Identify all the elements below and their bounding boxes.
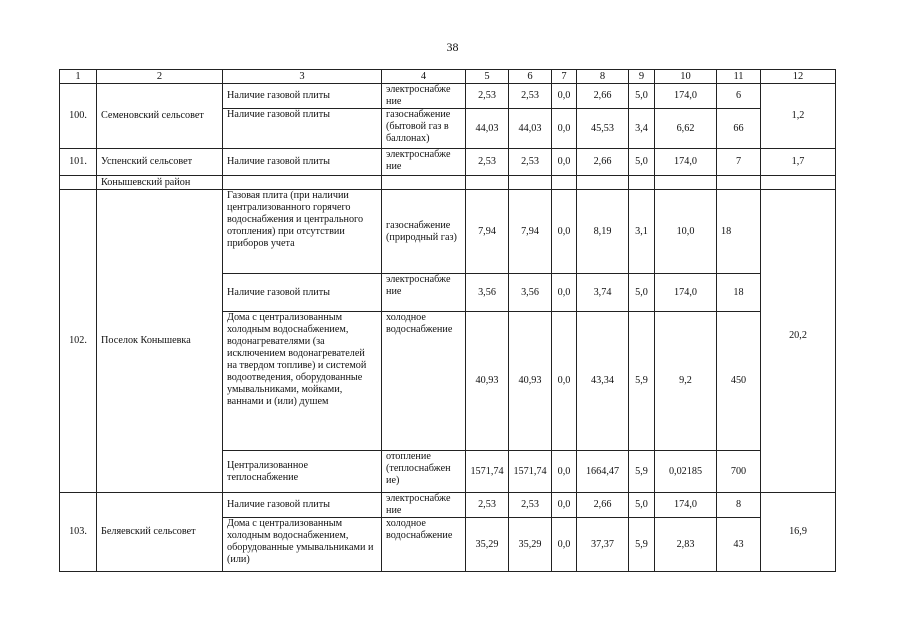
settlement-name: Поселок Конышевка (97, 190, 223, 493)
row-number: 102. (60, 190, 97, 493)
value-cell: 6 (717, 84, 761, 109)
value-cell: 66 (717, 109, 761, 149)
value-cell: 43,34 (577, 312, 629, 451)
value-cell: 0,0 (552, 84, 577, 109)
description-cell: Наличие газовой плиты (223, 493, 382, 518)
empty-cell (655, 176, 717, 190)
value-cell: 174,0 (655, 149, 717, 176)
total-cell: 16,9 (761, 493, 836, 572)
description-cell: Дома с централизованным холодным водоснабжением, оборудованные умывальниками и (или) (223, 518, 382, 572)
value-cell: 5,0 (629, 149, 655, 176)
header-cell: 1 (60, 70, 97, 84)
value-cell: 3,56 (509, 274, 552, 312)
tariff-table (59, 69, 836, 572)
settlement-name: Беляевский сельсовет (97, 493, 223, 572)
empty-cell (629, 176, 655, 190)
empty-cell (60, 176, 97, 190)
header-cell: 6 (509, 70, 552, 84)
value-cell: 0,0 (552, 190, 577, 274)
empty-cell (382, 176, 466, 190)
value-cell: 2,66 (577, 493, 629, 518)
service-cell: холодное водоснабжение (382, 312, 466, 451)
value-cell: 0,0 (552, 149, 577, 176)
value-cell: 0,0 (552, 518, 577, 572)
value-cell: 3,4 (629, 109, 655, 149)
description-cell: Наличие газовой плиты (223, 274, 382, 312)
value-cell: 1571,74 (466, 451, 509, 493)
value-cell: 5,9 (629, 518, 655, 572)
value-cell: 18 (717, 274, 761, 312)
description-cell: Наличие газовой плиты (223, 84, 382, 109)
empty-cell (552, 176, 577, 190)
header-cell: 12 (761, 70, 836, 84)
value-cell: 0,02185 (655, 451, 717, 493)
value-cell: 0,0 (552, 312, 577, 451)
page-number: 38 (446, 40, 459, 54)
district-name: Конышевский район (97, 176, 223, 190)
value-cell: 2,66 (577, 84, 629, 109)
value-cell: 10,0 (655, 190, 717, 274)
value-cell: 45,53 (577, 109, 629, 149)
description-cell: Дома с централизованным холодным водоснабжением, водонагревателями (за исключением водонагревателей на твердом топливе) и системой водоотведения, оборудованные умывальниками, мойками, ваннами и (или) душем (223, 312, 382, 451)
table-row (60, 84, 836, 109)
value-cell: 9,2 (655, 312, 717, 451)
value-cell: 0,0 (552, 274, 577, 312)
value-cell: 2,53 (509, 149, 552, 176)
table-row (60, 493, 836, 518)
row-number: 103. (60, 493, 97, 572)
value-cell: 700 (717, 451, 761, 493)
value-cell: 3,56 (466, 274, 509, 312)
empty-cell (577, 176, 629, 190)
value-cell: 43 (717, 518, 761, 572)
value-cell: 44,03 (509, 109, 552, 149)
service-cell: отопление (теплоснабжен ие) (382, 451, 466, 493)
service-cell: электроснабже ние (382, 84, 466, 109)
empty-cell (223, 176, 382, 190)
header-cell: 4 (382, 70, 466, 84)
value-cell: 3,1 (629, 190, 655, 274)
value-cell: 1571,74 (509, 451, 552, 493)
table-row (60, 190, 836, 274)
header-cell: 5 (466, 70, 509, 84)
value-cell: 5,0 (629, 274, 655, 312)
description-cell: Наличие газовой плиты (223, 149, 382, 176)
value-cell: 2,53 (466, 493, 509, 518)
value-cell: 5,0 (629, 493, 655, 518)
header-cell: 2 (97, 70, 223, 84)
value-cell: 40,93 (466, 312, 509, 451)
value-cell: 2,53 (466, 149, 509, 176)
value-cell: 37,37 (577, 518, 629, 572)
value-cell: 44,03 (466, 109, 509, 149)
value-cell: 1664,47 (577, 451, 629, 493)
service-cell: газоснабжение (природный газ) (382, 190, 466, 274)
value-cell: 2,53 (509, 84, 552, 109)
value-cell: 6,62 (655, 109, 717, 149)
header-cell: 11 (717, 70, 761, 84)
district-row (60, 176, 836, 190)
value-cell: 3,74 (577, 274, 629, 312)
value-cell: 8 (717, 493, 761, 518)
description-cell: Централизованное теплоснабжение (223, 451, 382, 493)
row-number: 100. (60, 84, 97, 149)
empty-cell (761, 176, 836, 190)
value-cell: 2,53 (466, 84, 509, 109)
value-cell: 18 (717, 190, 761, 274)
value-cell: 2,53 (509, 493, 552, 518)
table-row (60, 149, 836, 176)
value-cell: 35,29 (509, 518, 552, 572)
total-cell: 20,2 (761, 190, 836, 493)
value-cell: 174,0 (655, 274, 717, 312)
service-cell: электроснабже ние (382, 493, 466, 518)
header-cell: 3 (223, 70, 382, 84)
value-cell: 35,29 (466, 518, 509, 572)
service-cell: холодное водоснабжение (382, 518, 466, 572)
value-cell: 5,9 (629, 312, 655, 451)
settlement-name: Успенский сельсовет (97, 149, 223, 176)
empty-cell (509, 176, 552, 190)
total-cell: 1,2 (761, 84, 836, 149)
header-cell: 8 (577, 70, 629, 84)
empty-cell (466, 176, 509, 190)
value-cell: 5,9 (629, 451, 655, 493)
value-cell: 7 (717, 149, 761, 176)
description-cell: Наличие газовой плиты (223, 109, 382, 149)
value-cell: 2,66 (577, 149, 629, 176)
value-cell: 0,0 (552, 451, 577, 493)
value-cell: 8,19 (577, 190, 629, 274)
value-cell: 40,93 (509, 312, 552, 451)
total-cell: 1,7 (761, 149, 836, 176)
header-cell: 7 (552, 70, 577, 84)
value-cell: 174,0 (655, 493, 717, 518)
value-cell: 0,0 (552, 493, 577, 518)
description-cell: Газовая плита (при наличии централизованного горячего водоснабжения и центрального отопления) при отсутствии приборов учета (223, 190, 382, 274)
value-cell: 7,94 (509, 190, 552, 274)
value-cell: 174,0 (655, 84, 717, 109)
settlement-name: Семеновский сельсовет (97, 84, 223, 149)
header-cell: 9 (629, 70, 655, 84)
service-cell: электроснабже ние (382, 274, 466, 312)
service-cell: электроснабже ние (382, 149, 466, 176)
value-cell: 0,0 (552, 109, 577, 149)
empty-cell (717, 176, 761, 190)
value-cell: 450 (717, 312, 761, 451)
header-cell: 10 (655, 70, 717, 84)
header-row (60, 70, 836, 84)
service-cell: газоснабжение (бытовой газ в баллонах) (382, 109, 466, 149)
row-number: 101. (60, 149, 97, 176)
value-cell: 5,0 (629, 84, 655, 109)
value-cell: 7,94 (466, 190, 509, 274)
value-cell: 2,83 (655, 518, 717, 572)
